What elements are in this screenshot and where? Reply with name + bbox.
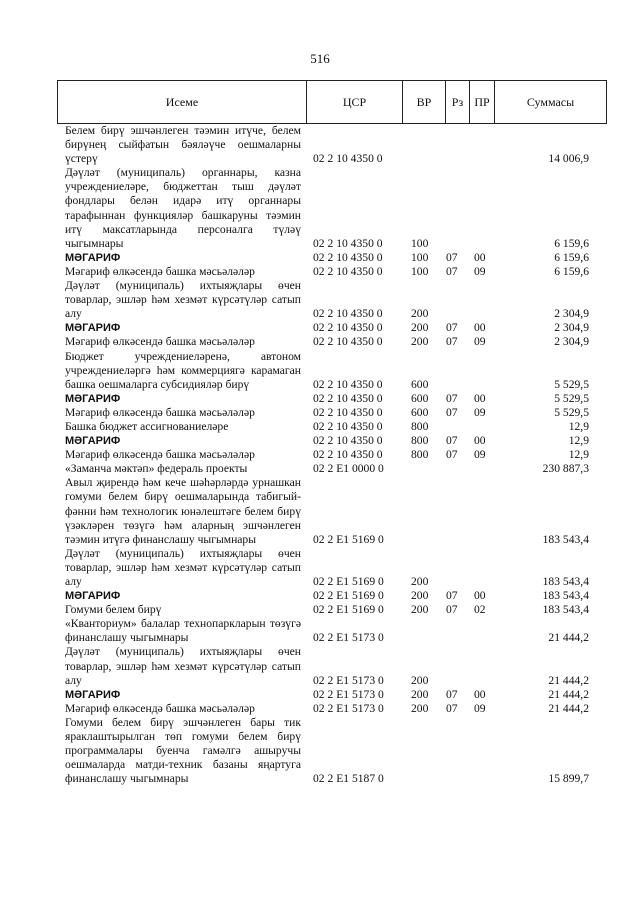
row-csr: 02 2 E1 5169 0 [313, 589, 384, 603]
row-rz: 07 [446, 603, 458, 617]
row-sum: 183 543,4 [542, 575, 589, 588]
table-row [0, 335, 640, 349]
header-vr: ВР [403, 81, 446, 123]
row-name: МӘГАРИФ [65, 435, 121, 448]
row-sum: 230 887,3 [542, 462, 589, 476]
row-rz: 07 [446, 434, 458, 448]
row-name: «Заманча мәктәп» федераль проекты [65, 462, 248, 476]
table-row [0, 603, 640, 617]
row-name: Бюджет учреждениеләренә, автоном учреждениеләргә һәм коммерциягә карамаган башка оешмаларга субсидияләр бирү [65, 349, 301, 391]
row-csr: 02 2 E1 5169 0 [313, 532, 384, 546]
row-csr: 02 2 10 4350 0 [313, 335, 383, 349]
row-name: Мәгариф өлкәсендә башка мәсьәләләр [65, 405, 255, 419]
row-csr: 02 2 10 4350 0 [313, 419, 383, 433]
table-row [0, 462, 640, 476]
row-csr: 02 2 E1 5173 0 [313, 673, 384, 687]
table-row [0, 448, 640, 462]
table-row [0, 702, 640, 716]
row-vr: 800 [411, 448, 429, 462]
header-csr: ЦСР [307, 81, 403, 123]
row-name: МӘГАРИФ [65, 322, 121, 335]
row-sum: 21 444,2 [548, 673, 589, 687]
row-sum: 15 899,7 [548, 772, 589, 786]
row-sum: 183 543,4 [542, 532, 589, 546]
row-vr: 100 [411, 264, 429, 278]
row-pr: 00 [474, 589, 486, 603]
row-vr: 200 [411, 701, 429, 715]
row-name: МӘГАРИФ [65, 688, 121, 701]
row-name: «Кванториум» балалар технопаркларын төзүгә финанслашу чыгымнары [65, 617, 301, 645]
row-csr: 02 2 E1 5169 0 [313, 603, 384, 617]
row-vr: 800 [411, 434, 429, 448]
row-pr: 00 [474, 321, 486, 335]
table-body [0, 124, 640, 786]
row-sum: 5 529,5 [554, 391, 589, 405]
row-name: МӘГАРИФ [65, 392, 121, 405]
row-vr: 600 [411, 391, 429, 405]
row-csr: 02 2 E1 0000 0 [313, 462, 384, 476]
row-sum: 2 304,9 [554, 321, 589, 335]
row-pr: 00 [474, 391, 486, 405]
row-sum: 2 304,9 [554, 307, 589, 321]
row-pr: 09 [474, 335, 486, 349]
row-vr: 200 [411, 603, 429, 617]
row-sum: 6 159,6 [554, 264, 589, 278]
row-name: Мәгариф өлкәсендә башка мәсьәләләр [65, 448, 255, 462]
table-row [0, 265, 640, 279]
row-name: Дәүләт (муниципаль) ихтыяҗлары өчен товарлар, эшләр һәм хезмәт күрсәтүләр сатып алу [65, 645, 301, 687]
row-rz: 07 [446, 448, 458, 462]
row-rz: 07 [446, 405, 458, 419]
row-vr: 200 [411, 589, 429, 603]
row-vr: 200 [411, 687, 429, 701]
header-name: Исеме [58, 81, 307, 123]
row-rz: 07 [446, 701, 458, 715]
row-rz: 07 [446, 335, 458, 349]
row-pr: 09 [474, 701, 486, 715]
table-row [0, 420, 640, 434]
row-name: Авыл җирендә һәм кече шәһәрләрдә урнашкан гомуми белем бирү оешмаларында табигый-фәнни һәм технологик юнәлештәге белем бирү үзәкләрен төзүгә һәм аларның эшчәнлеген тәэмин итүгә финанслашу чыгымнары [65, 476, 301, 546]
table-row [0, 645, 640, 687]
header-rz: Рз [446, 81, 470, 123]
row-name: Башка бюджет ассигнованиеләре [65, 419, 229, 433]
row-name: Белем бирү эшчәнлеген тәэмин итүче, белем бирүнең сыйфатын бәяләүче оешмаларны үстерү [65, 124, 301, 166]
row-vr: 100 [411, 250, 429, 264]
row-rz: 07 [446, 589, 458, 603]
row-csr: 02 2 10 4350 0 [313, 405, 383, 419]
header-sum: Суммасы [526, 94, 575, 109]
row-sum: 14 006,9 [548, 152, 589, 166]
row-vr: 600 [411, 377, 429, 391]
row-csr: 02 2 E1 5173 0 [313, 631, 384, 645]
table-row [0, 589, 640, 603]
row-sum: 5 529,5 [554, 377, 589, 391]
row-pr: 00 [474, 687, 486, 701]
row-vr: 600 [411, 405, 429, 419]
row-sum: 183 543,4 [542, 603, 589, 617]
row-sum: 12,9 [568, 434, 589, 448]
table-row [0, 124, 640, 166]
row-csr: 02 2 10 4350 0 [313, 152, 383, 166]
row-vr: 200 [411, 575, 429, 588]
header-pr: ПР [470, 81, 495, 123]
row-name: Дәүләт (муниципаль) ихтыяҗлары өчен товарлар, эшләр һәм хезмәт күрсәтүләр сатып алу [65, 279, 301, 321]
row-pr: 09 [474, 448, 486, 462]
row-pr: 09 [474, 264, 486, 278]
table-row [0, 251, 640, 265]
table-row [0, 716, 640, 786]
row-sum: 183 543,4 [542, 589, 589, 603]
row-csr: 02 2 10 4350 0 [313, 391, 383, 405]
row-rz: 07 [446, 264, 458, 278]
table-row [0, 434, 640, 448]
row-name: МӘГАРИФ [65, 251, 121, 264]
row-sum: 21 444,2 [548, 701, 589, 715]
table-row [0, 617, 640, 645]
row-csr: 02 2 E1 5169 0 [313, 575, 384, 588]
row-rz: 07 [446, 250, 458, 264]
table-row [0, 321, 640, 335]
table-row [0, 392, 640, 406]
row-pr: 00 [474, 250, 486, 264]
row-rz: 07 [446, 391, 458, 405]
row-csr: 02 2 E1 5173 0 [313, 701, 384, 715]
row-csr: 02 2 10 4350 0 [313, 448, 383, 462]
row-sum: 6 159,6 [554, 250, 589, 264]
row-name: Мәгариф өлкәсендә башка мәсьәләләр [65, 335, 255, 349]
row-csr: 02 2 E1 5173 0 [313, 687, 384, 701]
row-sum: 5 529,5 [554, 405, 589, 419]
table-row [0, 166, 640, 251]
row-name: Дәүләт (муниципаль) ихтыяҗлары өчен товарлар, эшләр һәм хезмәт күрсәтүләр сатып алу [65, 546, 301, 588]
table-header [57, 80, 607, 124]
table-row [0, 406, 640, 420]
row-sum: 12,9 [568, 448, 589, 462]
table-row [0, 688, 640, 702]
table-row [0, 476, 640, 546]
table-row [0, 547, 640, 589]
row-vr: 200 [411, 307, 429, 321]
row-name: МӘГАРИФ [65, 590, 121, 603]
row-name: Дәүләт (муниципаль) органнары, казна учреждениеләре, бюджеттан тыш дәүләт фондлары белән идарә итү органнары тарафыннан функцияләр башкаруны тәэмин итү максатларында персоналга түләү чыгымнары [65, 166, 301, 250]
page-number: 516 [310, 51, 330, 66]
row-sum: 21 444,2 [548, 631, 589, 645]
row-csr: 02 2 10 4350 0 [313, 236, 383, 250]
row-csr: 02 2 10 4350 0 [313, 307, 383, 321]
row-csr: 02 2 E1 5187 0 [313, 772, 384, 786]
table-row [0, 279, 640, 321]
row-sum: 12,9 [568, 419, 589, 433]
row-vr: 800 [411, 419, 429, 433]
row-sum: 6 159,6 [554, 236, 589, 250]
row-pr: 09 [474, 405, 486, 419]
row-pr: 02 [474, 603, 486, 617]
table-row [0, 350, 640, 392]
row-name: Гомуми белем бирү [65, 603, 162, 617]
row-vr: 200 [411, 335, 429, 349]
row-pr: 00 [474, 434, 486, 448]
row-name: Гомуми белем бирү эшчәнлеген бары тик яраклаштырылган төп гомуми белем бирү программалары буенча гамәлгә ашыручы оешмаларда матди-техник базаны яңартуга финанслашу чыгымнары [65, 715, 301, 786]
row-sum: 2 304,9 [554, 335, 589, 349]
row-rz: 07 [446, 321, 458, 335]
row-sum: 21 444,2 [548, 687, 589, 701]
row-vr: 100 [411, 236, 429, 250]
row-csr: 02 2 10 4350 0 [313, 321, 383, 335]
row-name: Мәгариф өлкәсендә башка мәсьәләләр [65, 701, 255, 715]
row-csr: 02 2 10 4350 0 [313, 250, 383, 264]
row-vr: 200 [411, 673, 429, 687]
row-csr: 02 2 10 4350 0 [313, 264, 383, 278]
row-rz: 07 [446, 687, 458, 701]
row-vr: 200 [411, 321, 429, 335]
row-csr: 02 2 10 4350 0 [313, 434, 383, 448]
row-name: Мәгариф өлкәсендә башка мәсьәләләр [65, 264, 255, 278]
row-csr: 02 2 10 4350 0 [313, 377, 383, 391]
